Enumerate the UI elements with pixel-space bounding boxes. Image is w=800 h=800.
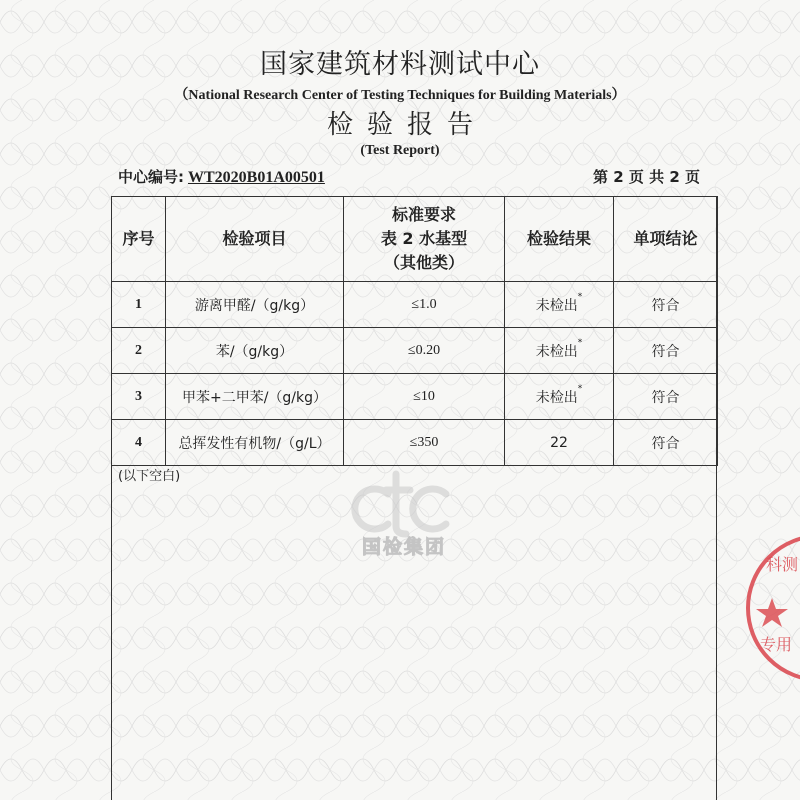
seal-text-top: 科测 (766, 555, 799, 574)
row-conclusion: 符合 (614, 374, 718, 420)
page-info: 第 2 页 共 2 页 (593, 168, 700, 186)
row-result-value: 未检出 (535, 297, 578, 314)
table-row (112, 374, 718, 420)
requirement-header-line2: 表 2 水基型 (380, 229, 468, 248)
row-result-value: 22 (550, 434, 568, 451)
row-requirement: ≤0.20 (344, 328, 505, 374)
row-number: 2 (112, 328, 166, 374)
report-title-en: (Test Report) (360, 143, 440, 158)
row-result (505, 328, 614, 374)
seal-text-bottom: 专用 (760, 635, 793, 654)
table-header-row (112, 197, 718, 282)
row-result (505, 374, 614, 420)
result-footnote-mark: * (577, 383, 583, 394)
row-result-value: 未检出 (535, 389, 578, 406)
row-number: 1 (112, 282, 166, 328)
col-header-requirement (344, 197, 505, 282)
row-number: 3 (112, 374, 166, 420)
row-item: 甲苯+二甲苯/（g/kg） (166, 374, 344, 420)
row-requirement: ≤1.0 (344, 282, 505, 328)
row-number: 4 (112, 420, 166, 466)
row-requirement: ≤10 (344, 374, 505, 420)
col-header-conclusion: 单项结论 (614, 197, 718, 282)
row-item: 游离甲醛/（g/kg） (166, 282, 344, 328)
row-requirement: ≤350 (344, 420, 505, 466)
center-number-label: 中心编号: (118, 168, 184, 186)
blank-below-note: (以下空白) (118, 469, 181, 484)
result-footnote-mark: * (577, 337, 583, 348)
row-result (505, 282, 614, 328)
report-title-cn: 检验报告 (326, 110, 487, 140)
requirement-header-line3: （其他类） (383, 253, 464, 272)
table-row (112, 420, 718, 466)
org-title-en: （National Research Center of Testing Techniques for Building Materials） (174, 88, 626, 103)
center-number (118, 166, 325, 187)
official-seal-stamp (730, 520, 800, 700)
watermark-caption: 国检集团 (361, 536, 446, 558)
results-table (111, 196, 718, 466)
row-conclusion: 符合 (614, 420, 718, 466)
row-result (505, 420, 614, 466)
col-header-result: 检验结果 (505, 197, 614, 282)
row-item: 苯/（g/kg） (166, 328, 344, 374)
row-item: 总挥发性有机物/（g/L） (166, 420, 344, 466)
row-conclusion: 符合 (614, 282, 718, 328)
seal-star-icon (756, 598, 788, 627)
org-title-cn: 国家建筑材料测试中心 (260, 49, 540, 80)
table-row (112, 328, 718, 374)
col-header-no: 序号 (112, 197, 166, 282)
table-row (112, 282, 718, 328)
result-footnote-mark: * (577, 291, 583, 302)
center-number-value: WT2020B01A00501 (188, 169, 325, 186)
col-header-item: 检验项目 (166, 197, 344, 282)
requirement-header-line1: 标准要求 (391, 205, 456, 224)
row-conclusion: 符合 (614, 328, 718, 374)
row-result-value: 未检出 (535, 343, 578, 360)
